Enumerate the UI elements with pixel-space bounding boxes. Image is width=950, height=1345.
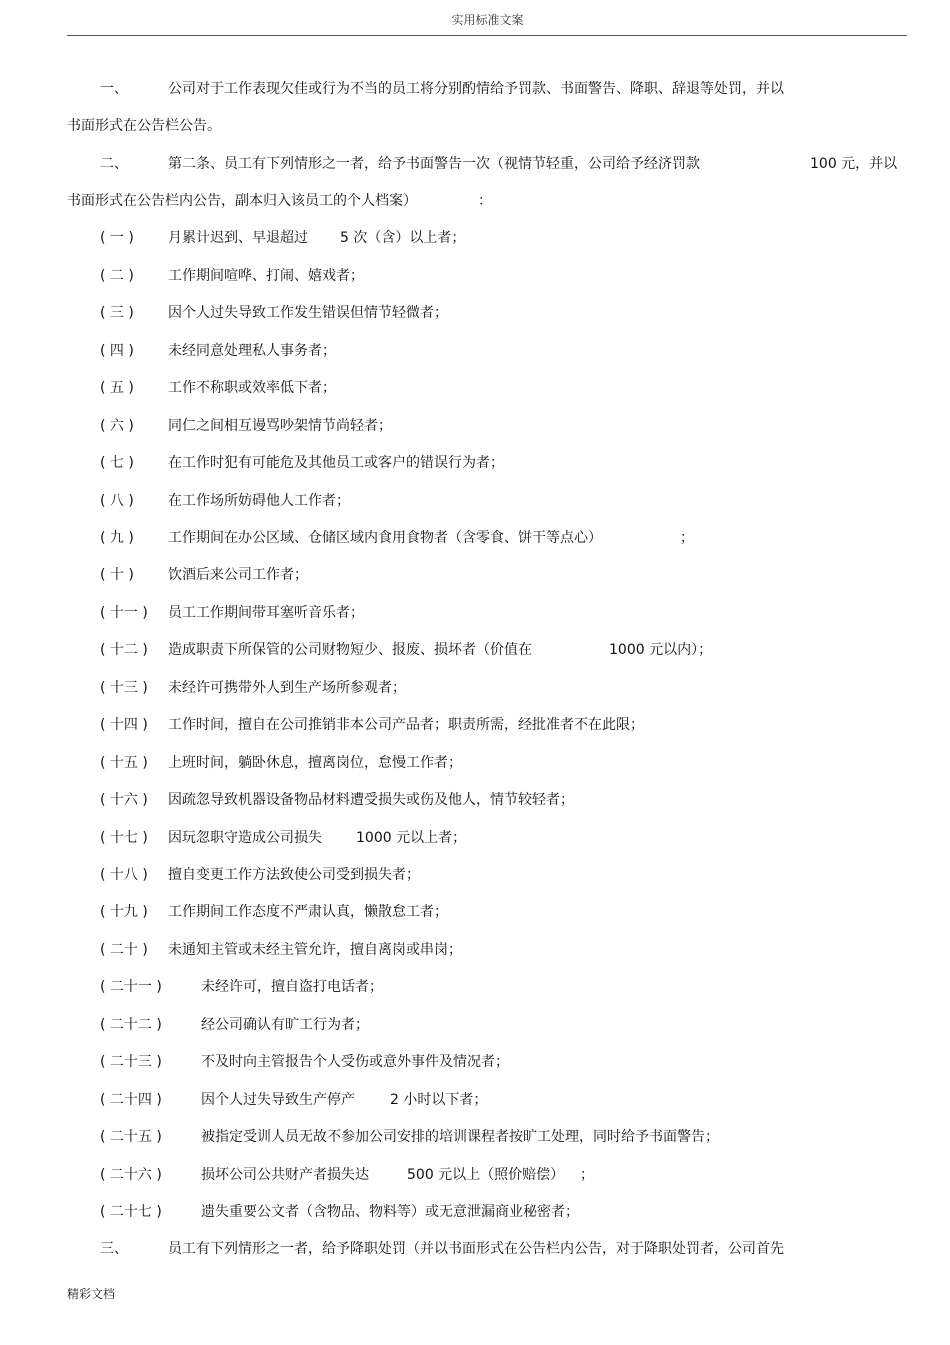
list-item-label: ( 五 ) <box>100 380 134 396</box>
list-item-label: ( 二十七 ) <box>100 1204 162 1220</box>
list-item-text: 员工工作期间带耳塞听音乐者； <box>168 605 364 621</box>
list-item-label: ( 六 ) <box>100 418 134 434</box>
header-divider <box>67 35 907 36</box>
list-item-text: 因个人过失导致生产停产 <box>201 1092 355 1108</box>
list-item-tail: ； <box>580 1167 594 1183</box>
list-item-text: 因疏忽导致机器设备物品材料遭受损失或伤及他人，情节较轻者； <box>168 792 574 808</box>
list-item-label: ( 十九 ) <box>100 904 148 920</box>
list-item-text: 未经许可携带外人到生产场所参观者； <box>168 680 406 696</box>
list-item-number: 1000 元以内）； <box>609 642 713 658</box>
list-item-label: ( 十三 ) <box>100 680 148 696</box>
list-item-text: 被指定受训人员无故不参加公司安排的培训课程者按旷工处理，同时给予书面警告； <box>201 1129 719 1145</box>
list-item-label: ( 四 ) <box>100 343 134 359</box>
list-item-label: ( 二十四 ) <box>100 1092 162 1108</box>
section-2-text-line2: 书面形式在公告栏内公告，副本归入该员工的个人档案） <box>67 193 417 209</box>
list-item-label: ( 七 ) <box>100 455 134 471</box>
section-2-text-line1: 第二条、员工有下列情形之一者，给予书面警告一次（视情节轻重，公司给予经济罚款 <box>168 156 700 172</box>
list-item-label: ( 十二 ) <box>100 642 148 658</box>
section-2-fine-amount: 100 元，并以 <box>810 156 898 172</box>
list-item-label: ( 二 ) <box>100 268 134 284</box>
list-item-label: ( 十五 ) <box>100 755 148 771</box>
list-item-text: 在工作时犯有可能危及其他员工或客户的错误行为者； <box>168 455 504 471</box>
list-item-text: 未通知主管或未经主管允许，擅自离岗或串岗； <box>168 942 462 958</box>
list-item-text: 遗失重要公文者（含物品、物料等）或无意泄漏商业秘密者； <box>201 1204 579 1220</box>
list-item-label: ( 二十三 ) <box>100 1054 162 1070</box>
list-item-label: ( 十七 ) <box>100 830 148 846</box>
list-item-text: 不及时向主管报告个人受伤或意外事件及情况者； <box>201 1054 509 1070</box>
list-item-text: 未经许可，擅自盗打电话者； <box>201 979 383 995</box>
list-item-text: 擅自变更工作方法致使公司受到损失者； <box>168 867 420 883</box>
list-item-text: 工作期间工作态度不严肃认真，懒散怠工者； <box>168 904 448 920</box>
list-item-label: ( 三 ) <box>100 305 134 321</box>
section-2-marker: 二、 <box>100 156 128 172</box>
list-item-text: 工作期间喧哗、打闹、嬉戏者； <box>168 268 364 284</box>
list-item-text: 经公司确认有旷工行为者； <box>201 1017 369 1033</box>
section-3-text-line1: 员工有下列情形之一者，给予降职处罚（并以书面形式在公告栏内公告，对于降职处罚者，公司首先 <box>168 1241 784 1257</box>
list-item-label: ( 十八 ) <box>100 867 148 883</box>
list-item-text: 未经同意处理私人事务者； <box>168 343 336 359</box>
list-item-label: ( 十 ) <box>100 567 134 583</box>
list-item-text: 月累计迟到、早退超过 <box>168 230 308 246</box>
list-item-text: 造成职责下所保管的公司财物短少、报废、损坏者（价值在 <box>168 642 532 658</box>
list-item-number: 5 次（含）以上者； <box>340 230 466 246</box>
list-item-text: 因玩忽职守造成公司损失 <box>168 830 322 846</box>
list-item-text: 因个人过失导致工作发生错误但情节轻微者； <box>168 305 448 321</box>
list-item-text: 饮酒后来公司工作者； <box>168 567 308 583</box>
section-2-colon: ： <box>478 193 492 209</box>
list-item-text: 工作期间在办公区域、仓储区域内食用食物者（含零食、饼干等点心） <box>168 530 602 546</box>
list-item-label: ( 十四 ) <box>100 717 148 733</box>
list-item-label: ( 一 ) <box>100 230 134 246</box>
list-item-number: 1000 元以上者； <box>356 830 467 846</box>
list-item-text: 工作时间，擅自在公司推销非本公司产品者；职责所需，经批准者不在此限； <box>168 717 644 733</box>
list-item-label: ( 八 ) <box>100 493 134 509</box>
section-3-marker: 三、 <box>100 1241 128 1257</box>
list-item-text: 工作不称职或效率低下者； <box>168 380 336 396</box>
section-1-text-line1: 公司对于工作表现欠佳或行为不当的员工将分别酌情给予罚款、书面警告、降职、辞退等处罚，并以 <box>168 81 784 97</box>
list-item-label: ( 十一 ) <box>100 605 148 621</box>
list-item-text: 在工作场所妨碍他人工作者； <box>168 493 350 509</box>
list-item-label: ( 十六 ) <box>100 792 148 808</box>
page-header-title: 实用标准文案 <box>451 13 524 27</box>
list-item-label: ( 二十六 ) <box>100 1167 162 1183</box>
list-item-text: 上班时间，躺卧休息，擅离岗位，怠慢工作者； <box>168 755 462 771</box>
list-item-number: 500 元以上（照价赔偿） <box>407 1167 565 1183</box>
list-item-label: ( 二十 ) <box>100 942 148 958</box>
section-1-text-line2: 书面形式在公告栏公告。 <box>67 118 221 134</box>
list-item-text: 同仁之间相互谩骂吵架情节尚轻者； <box>168 418 392 434</box>
list-item-label: ( 二十一 ) <box>100 979 162 995</box>
list-item-number: ； <box>680 530 694 546</box>
list-item-label: ( 二十二 ) <box>100 1017 162 1033</box>
list-item-label: ( 九 ) <box>100 530 134 546</box>
list-item-number: 2 小时以下者； <box>390 1092 488 1108</box>
page-footer: 精彩文档 <box>67 1287 116 1301</box>
list-item-text: 损坏公司公共财产者损失达 <box>201 1167 369 1183</box>
section-1-marker: 一、 <box>100 81 128 97</box>
list-item-label: ( 二十五 ) <box>100 1129 162 1145</box>
